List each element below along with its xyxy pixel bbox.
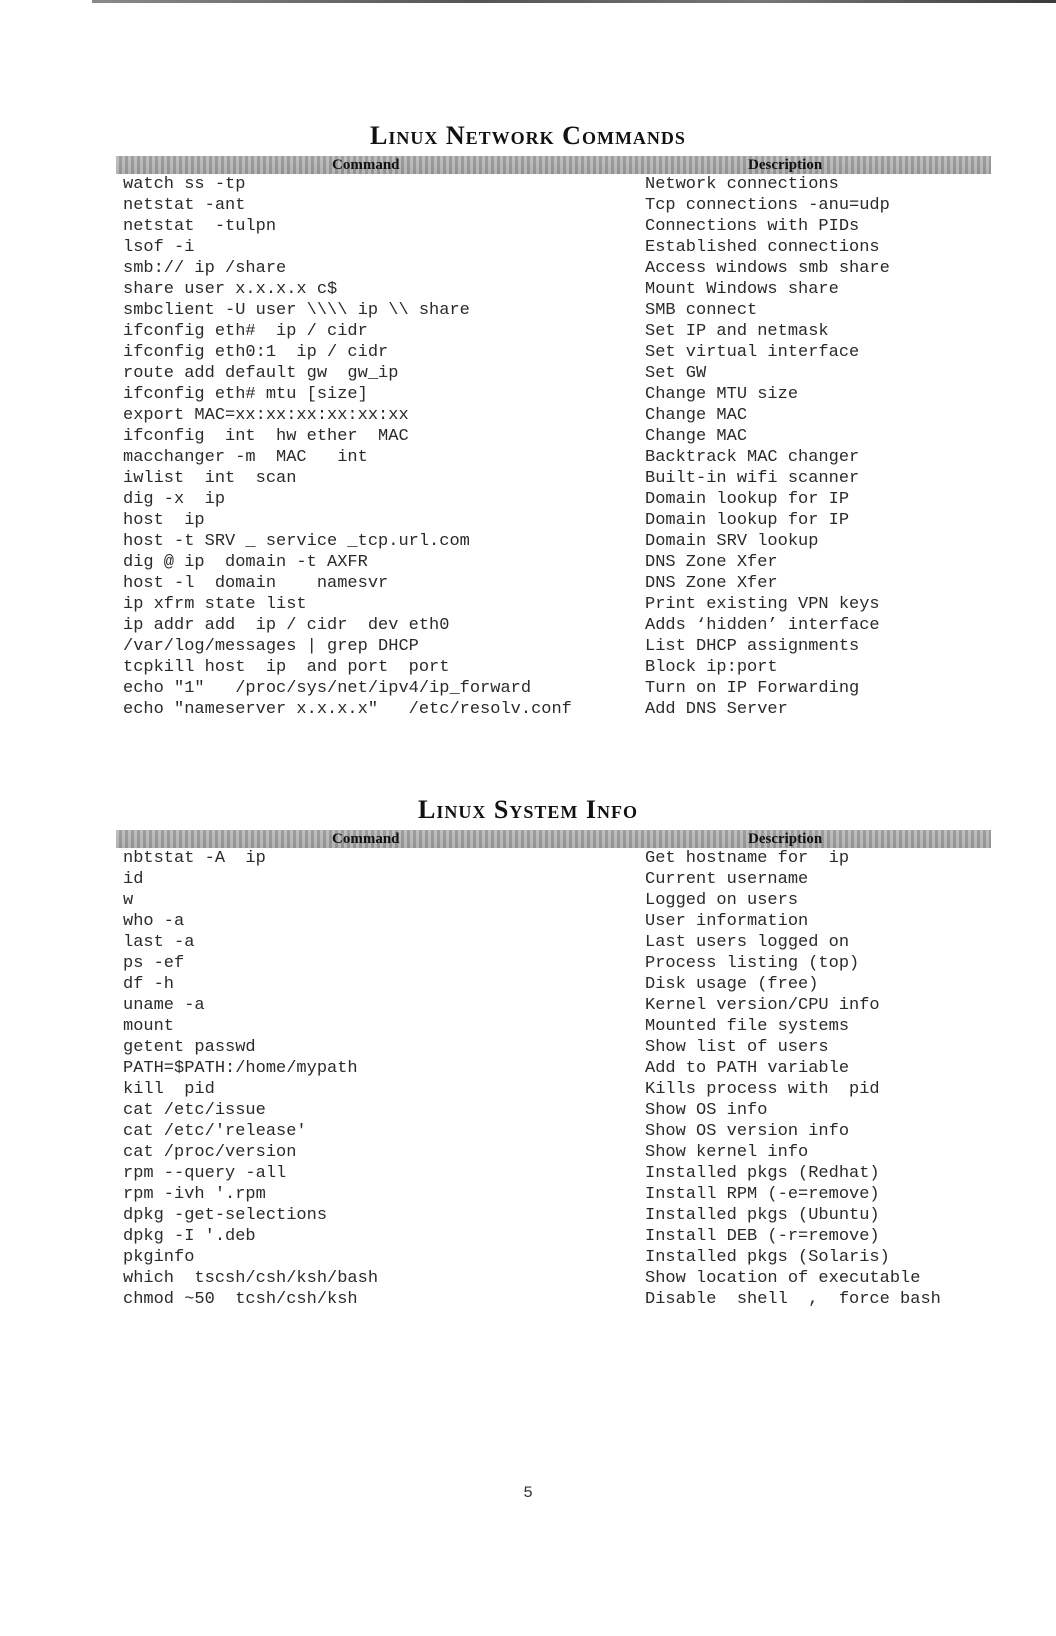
table-row — [116, 911, 991, 932]
table-row — [116, 405, 991, 426]
description-cell: Installed pkgs (Ubuntu) — [645, 1206, 880, 1225]
command-cell: share user x.x.x.x c$ — [123, 280, 338, 299]
table-row — [116, 237, 991, 258]
table-row — [116, 573, 991, 594]
table-row — [116, 953, 991, 974]
command-cell: host -t SRV _ service _tcp.url.com — [123, 532, 470, 551]
description-cell: DNS Zone Xfer — [645, 574, 778, 593]
table-row — [116, 531, 991, 552]
table-header — [116, 156, 991, 174]
command-cell: netstat -tulpn — [123, 217, 277, 236]
table-row — [116, 321, 991, 342]
description-cell: Show location of executable — [645, 1269, 921, 1288]
command-cell: nbtstat -A ip — [123, 849, 266, 868]
description-cell: Install RPM (-e=remove) — [645, 1185, 880, 1204]
table-row — [116, 1142, 991, 1163]
command-cell: getent passwd — [123, 1038, 256, 1057]
command-cell: rpm --query -all — [123, 1164, 287, 1183]
command-cell: echo "nameserver x.x.x.x" /etc/resolv.conf — [123, 700, 572, 719]
table-row — [116, 174, 991, 195]
description-cell: Connections with PIDs — [645, 217, 860, 236]
table-header — [116, 830, 991, 848]
table-row — [116, 869, 991, 890]
description-cell: Block ip:port — [645, 658, 778, 677]
table-row — [116, 636, 991, 657]
command-cell: mount — [123, 1017, 175, 1036]
table-row — [116, 932, 991, 953]
table-row — [116, 1100, 991, 1121]
section-title-system: Linux System Info — [418, 795, 638, 825]
description-cell: Disable shell , force bash — [645, 1290, 941, 1309]
command-cell: echo "1" /proc/sys/net/ipv4/ip_forward — [123, 679, 532, 698]
table-row — [116, 615, 991, 636]
column-header-description: Description — [748, 157, 823, 173]
description-cell: Current username — [645, 870, 809, 889]
command-cell: which tscsh/csh/ksh/bash — [123, 1269, 379, 1288]
table-row — [116, 384, 991, 405]
command-cell: rpm -ivh '.rpm — [123, 1185, 266, 1204]
command-cell: chmod ~50 tcsh/csh/ksh — [123, 1290, 358, 1309]
table-row — [116, 1247, 991, 1268]
description-cell: Backtrack MAC changer — [645, 448, 860, 467]
table-body — [116, 174, 991, 720]
description-cell: Show OS version info — [645, 1122, 850, 1141]
command-cell: macchanger -m MAC int — [123, 448, 368, 467]
description-cell: Set IP and netmask — [645, 322, 829, 341]
command-cell: cat /proc/version — [123, 1143, 297, 1162]
table-row — [116, 258, 991, 279]
command-cell: ifconfig eth# mtu [size] — [123, 385, 368, 404]
column-header-description: Description — [748, 831, 823, 847]
command-cell: pkginfo — [123, 1248, 195, 1267]
description-cell: Domain lookup for IP — [645, 490, 850, 509]
table-row — [116, 447, 991, 468]
description-cell: Installed pkgs (Solaris) — [645, 1248, 890, 1267]
description-cell: Get hostname for ip — [645, 849, 850, 868]
description-cell: Installed pkgs (Redhat) — [645, 1164, 880, 1183]
command-cell: uname -a — [123, 996, 205, 1015]
command-cell: netstat -ant — [123, 196, 246, 215]
description-cell: User information — [645, 912, 809, 931]
table-row — [116, 890, 991, 911]
system-info-table — [116, 830, 991, 1310]
command-cell: host -l domain namesvr — [123, 574, 389, 593]
command-cell: dig -x ip — [123, 490, 226, 509]
command-cell: route add default gw gw_ip — [123, 364, 399, 383]
command-cell: host ip — [123, 511, 205, 530]
command-cell: iwlist int scan — [123, 469, 297, 488]
table-row — [116, 699, 991, 720]
command-cell: ifconfig eth0:1 ip / cidr — [123, 343, 389, 362]
description-cell: List DHCP assignments — [645, 637, 860, 656]
command-cell: w — [123, 891, 134, 910]
description-cell: Show kernel info — [645, 1143, 809, 1162]
description-cell: Change MTU size — [645, 385, 799, 404]
command-cell: cat /etc/'release' — [123, 1122, 307, 1141]
table-row — [116, 195, 991, 216]
table-row — [116, 974, 991, 995]
table-row — [116, 279, 991, 300]
description-cell: Network connections — [645, 175, 839, 194]
command-cell: ifconfig eth# ip / cidr — [123, 322, 368, 341]
table-row — [116, 489, 991, 510]
description-cell: Disk usage (free) — [645, 975, 819, 994]
table-row — [116, 678, 991, 699]
command-cell: ip addr add ip / cidr dev eth0 — [123, 616, 450, 635]
table-row — [116, 1121, 991, 1142]
table-row — [116, 426, 991, 447]
command-cell: tcpkill host ip and port port — [123, 658, 450, 677]
description-cell: Kills process with pid — [645, 1080, 880, 1099]
table-row — [116, 1268, 991, 1289]
command-cell: smb:// ip /share — [123, 259, 287, 278]
command-cell: ifconfig int hw ether MAC — [123, 427, 409, 446]
table-row — [116, 363, 991, 384]
description-cell: Kernel version/CPU info — [645, 996, 880, 1015]
description-cell: Show OS info — [645, 1101, 768, 1120]
table-row — [116, 1016, 991, 1037]
description-cell: Mount Windows share — [645, 280, 839, 299]
description-cell: Adds ‘hidden’ interface — [645, 616, 880, 635]
description-cell: Last users logged on — [645, 933, 850, 952]
table-row — [116, 510, 991, 531]
table-row — [116, 995, 991, 1016]
command-cell: lsof -i — [123, 238, 195, 257]
description-cell: Add DNS Server — [645, 700, 788, 719]
description-cell: Logged on users — [645, 891, 799, 910]
command-cell: id — [123, 870, 144, 889]
command-cell: kill pid — [123, 1080, 215, 1099]
description-cell: Change MAC — [645, 406, 748, 425]
description-cell: Print existing VPN keys — [645, 595, 880, 614]
command-cell: dig @ ip domain -t AXFR — [123, 553, 368, 572]
table-row — [116, 657, 991, 678]
description-cell: Add to PATH variable — [645, 1059, 850, 1078]
command-cell: export MAC=xx:xx:xx:xx:xx:xx — [123, 406, 409, 425]
command-cell: dpkg -get-selections — [123, 1206, 328, 1225]
command-cell: watch ss -tp — [123, 175, 246, 194]
table-row — [116, 848, 991, 869]
description-cell: DNS Zone Xfer — [645, 553, 778, 572]
description-cell: Process listing (top) — [645, 954, 860, 973]
description-cell: Mounted file systems — [645, 1017, 850, 1036]
description-cell: SMB connect — [645, 301, 758, 320]
description-cell: Tcp connections -anu=udp — [645, 196, 890, 215]
table-body — [116, 848, 991, 1310]
table-row — [116, 1289, 991, 1310]
description-cell: Install DEB (-r=remove) — [645, 1227, 880, 1246]
command-cell: df -h — [123, 975, 175, 994]
section-title-network: Linux Network Commands — [370, 121, 686, 151]
table-row — [116, 1226, 991, 1247]
command-cell: /var/log/messages | grep DHCP — [123, 637, 419, 656]
page-number: 5 — [523, 1484, 533, 1502]
description-cell: Domain SRV lookup — [645, 532, 819, 551]
command-cell: PATH=$PATH:/home/mypath — [123, 1059, 358, 1078]
table-row — [116, 468, 991, 489]
network-commands-table — [116, 156, 991, 720]
description-cell: Built-in wifi scanner — [645, 469, 860, 488]
table-row — [116, 1079, 991, 1100]
table-row — [116, 552, 991, 573]
command-cell: dpkg -I '.deb — [123, 1227, 256, 1246]
description-cell: Established connections — [645, 238, 880, 257]
table-row — [116, 342, 991, 363]
description-cell: Set virtual interface — [645, 343, 860, 362]
table-row — [116, 1058, 991, 1079]
table-row — [116, 594, 991, 615]
table-row — [116, 1163, 991, 1184]
column-header-command: Command — [332, 157, 400, 173]
description-cell: Set GW — [645, 364, 707, 383]
command-cell: last -a — [123, 933, 195, 952]
description-cell: Domain lookup for IP — [645, 511, 850, 530]
description-cell: Turn on IP Forwarding — [645, 679, 860, 698]
description-cell: Show list of users — [645, 1038, 829, 1057]
table-row — [116, 216, 991, 237]
command-cell: who -a — [123, 912, 185, 931]
description-cell: Access windows smb share — [645, 259, 890, 278]
command-cell: smbclient -U user \\\\ ip \\ share — [123, 301, 470, 320]
column-header-command: Command — [332, 831, 400, 847]
table-row — [116, 1205, 991, 1226]
command-cell: cat /etc/issue — [123, 1101, 266, 1120]
command-cell: ip xfrm state list — [123, 595, 307, 614]
command-cell: ps -ef — [123, 954, 185, 973]
table-row — [116, 1184, 991, 1205]
table-row — [116, 1037, 991, 1058]
description-cell: Change MAC — [645, 427, 748, 446]
table-row — [116, 300, 991, 321]
top-scan-rule — [92, 0, 1056, 3]
